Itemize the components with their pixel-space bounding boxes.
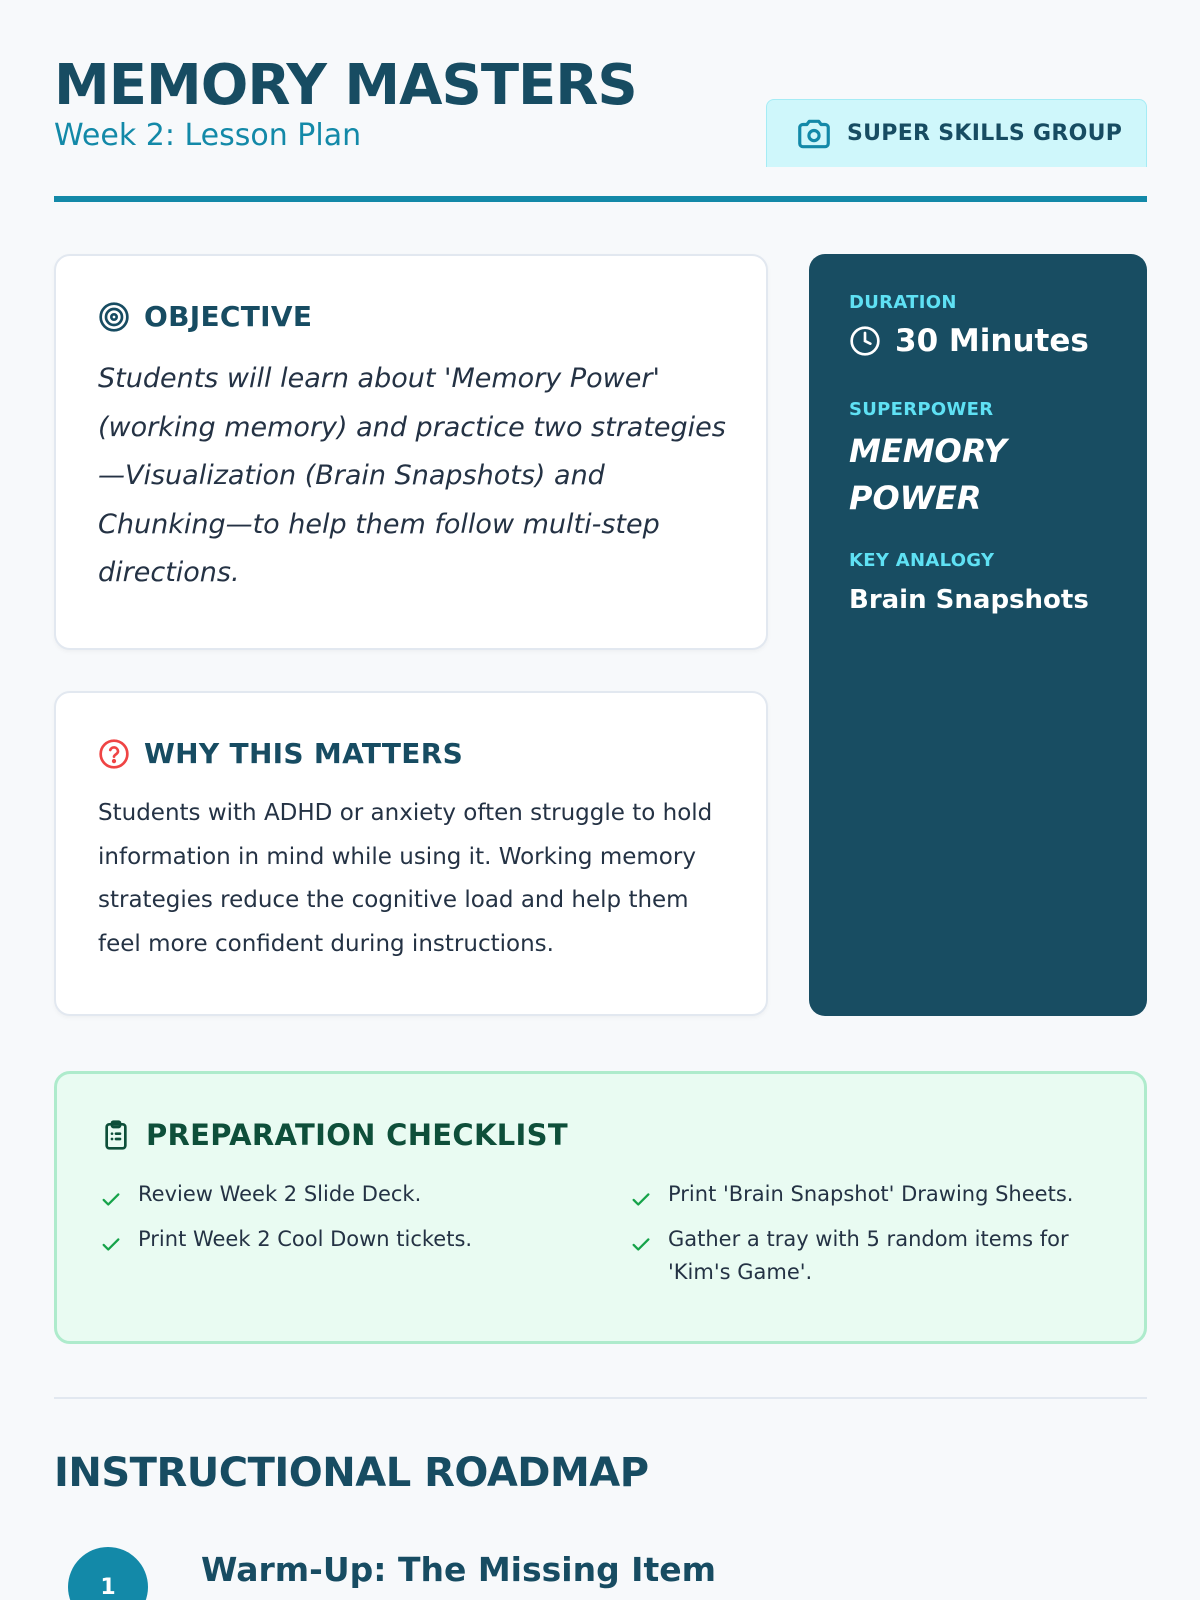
objective-heading: OBJECTIVE (144, 300, 313, 333)
checklist-heading: PREPARATION CHECKLIST (146, 1118, 568, 1152)
superpower-label: SUPERPOWER (849, 399, 994, 420)
preparation-checklist (54, 1071, 1147, 1344)
checklist-item (100, 1223, 630, 1289)
analogy-label: KEY ANALOGY (849, 550, 995, 571)
objective-text: Students will learn about 'Memory Power' (working memory) and practice two strategies —Visualization (Brain Snapshots) and Chunking—to help them follow multi-step directions. (98, 363, 726, 588)
superpower-value (849, 428, 1107, 522)
page-subtitle: Week 2: Lesson Plan (54, 118, 362, 153)
why-heading: WHY THIS MATTERS (144, 737, 464, 770)
check-icon (100, 1233, 122, 1255)
checklist-item-text: Review Week 2 Slide Deck. (138, 1182, 422, 1206)
duration-label: DURATION (849, 292, 957, 313)
checklist-item-text: Print Week 2 Cool Down tickets. (138, 1227, 473, 1251)
group-badge (766, 99, 1147, 167)
objective-card (54, 254, 768, 650)
analogy-value: Brain Snapshots (849, 585, 1089, 615)
clock-icon (849, 325, 881, 357)
checklist-item (630, 1223, 1110, 1289)
checklist-item (100, 1178, 630, 1211)
checklist-item (630, 1178, 1110, 1211)
why-card (54, 691, 768, 1016)
clipboard-icon (100, 1119, 132, 1151)
check-icon (100, 1188, 122, 1210)
superpower-line-2: POWER (849, 479, 982, 517)
superpower-line-1: MEMORY (849, 432, 1007, 470)
step-number-badge: 1 (68, 1547, 148, 1600)
target-icon (98, 301, 130, 333)
why-text: Students with ADHD or anxiety often struggle to hold information in mind while using it. Working memory strategies reduce the cognitive load and help them feel more confident during instructions. (98, 800, 713, 957)
lesson-info-panel (809, 254, 1147, 1016)
camera-icon (795, 115, 833, 153)
roadmap-heading: INSTRUCTIONAL ROADMAP (54, 1450, 649, 1496)
checklist-item-text: Gather a tray with 5 random items for 'Kim's Game'. (668, 1227, 1069, 1284)
step-title: Warm-Up: The Missing Item (201, 1550, 716, 1589)
badge-label: SUPER SKILLS GROUP (847, 121, 1123, 146)
check-icon (630, 1188, 652, 1210)
checklist-item-text: Print 'Brain Snapshot' Drawing Sheets. (668, 1182, 1074, 1206)
help-circle-icon (98, 738, 130, 770)
duration-value: 30 Minutes (895, 323, 1089, 359)
section-divider (54, 1397, 1147, 1399)
page-title: MEMORY MASTERS (54, 53, 637, 118)
check-icon (630, 1233, 652, 1255)
page-header (54, 54, 1147, 202)
